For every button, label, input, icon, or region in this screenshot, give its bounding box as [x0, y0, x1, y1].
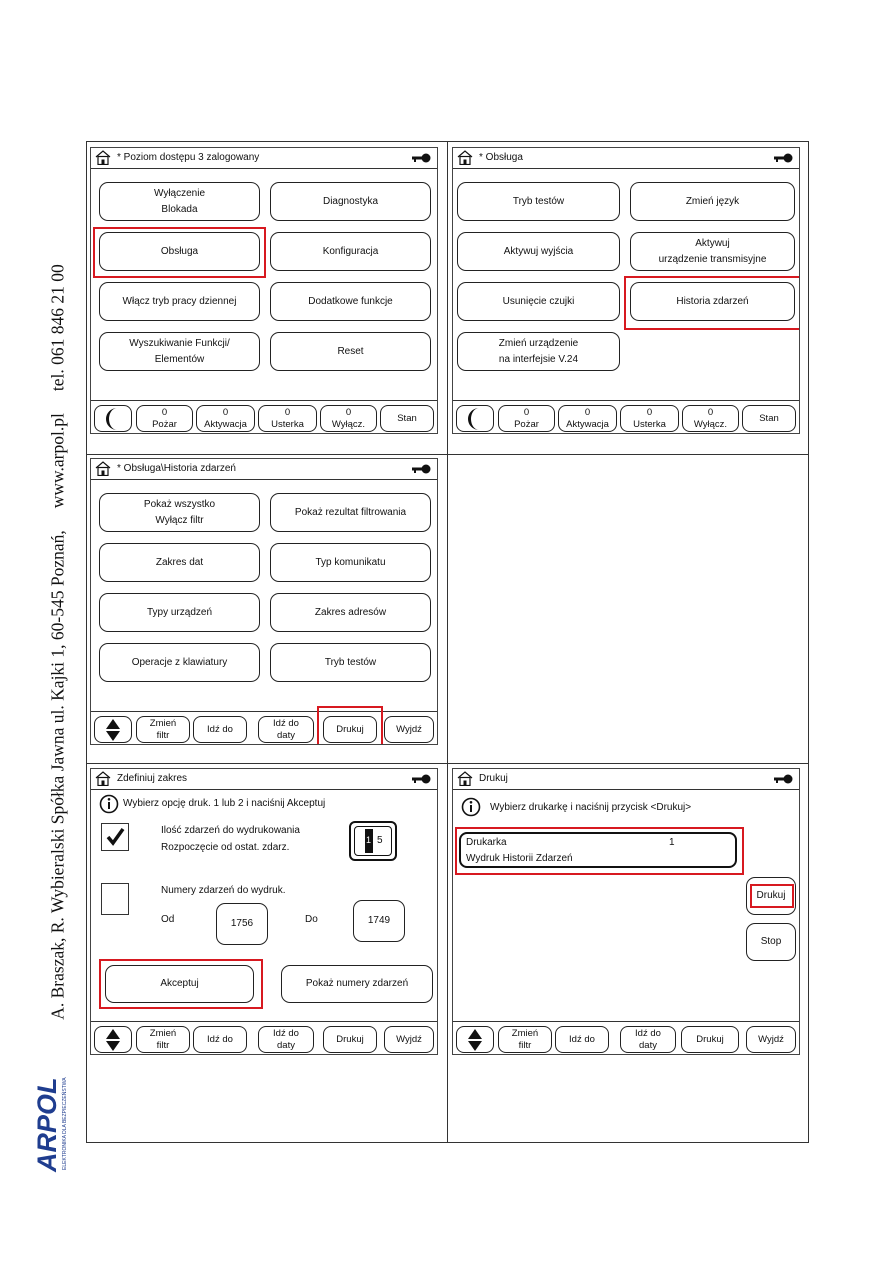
status-bar	[91, 400, 437, 434]
aktywacja-counter[interactable]: 0 Aktywacja	[558, 405, 617, 432]
wylaczenie-blokada-button[interactable]: Wyłączenie Blokada	[99, 182, 260, 221]
company-address: A. Braszak, R. Wybieralski Spółka Jawna ul. Kajki 1, 60-545 Poznań,	[47, 530, 68, 1020]
printer-job: Wydruk Historii Zdarzeń	[466, 853, 573, 864]
od-input[interactable]: 1756	[216, 903, 268, 945]
screen-title: * Obsługa\Historia zdarzeń	[117, 463, 236, 474]
screen-historia-zdarzen	[90, 458, 438, 745]
wylacz-counter[interactable]: 0 Wyłącz.	[682, 405, 739, 432]
night-mode-button[interactable]	[94, 405, 132, 432]
company-phone: tel. 061 846 21 00	[47, 264, 68, 392]
info-icon	[461, 797, 481, 817]
usterka-counter[interactable]: 0 Usterka	[620, 405, 679, 432]
zmien-filtr-button[interactable]: Zmień filtr	[498, 1026, 552, 1053]
drukuj-nav-button[interactable]: Drukuj	[681, 1026, 739, 1053]
zakres-adresow-button[interactable]: Zakres adresów	[270, 593, 431, 632]
zmien-filtr-button[interactable]: Zmień filtr	[136, 1026, 190, 1053]
screen-main-menu	[90, 147, 438, 434]
pozar-counter[interactable]: 0 Pożar	[498, 405, 555, 432]
typy-urzadzen-button[interactable]: Typy urządzeń	[99, 593, 260, 632]
option1-line2: Rozpoczęcie od ostat. zdarz.	[161, 842, 290, 853]
do-label: Do	[305, 914, 318, 925]
option1-line1: Ilość zdarzeń do wydrukowania	[161, 825, 300, 836]
highlight-drukuj	[750, 884, 794, 908]
pokaz-rezultat-button[interactable]: Pokaż rezultat filtrowania	[270, 493, 431, 532]
home-icon[interactable]	[95, 461, 111, 476]
highlight-historia	[624, 276, 800, 330]
highlight-obsluga	[93, 227, 266, 278]
drukuj-button[interactable]: Drukuj	[746, 877, 796, 915]
idz-do-button[interactable]: Idź do	[193, 1026, 247, 1053]
status-bar	[453, 400, 799, 434]
up-down-arrow-icon	[105, 1028, 121, 1052]
tryb-testow-button[interactable]: Tryb testów	[457, 182, 620, 221]
option1-checkbox[interactable]	[101, 823, 129, 851]
wyjdz-button[interactable]: Wyjdź	[746, 1026, 796, 1053]
do-input[interactable]: 1749	[353, 900, 405, 942]
home-icon[interactable]	[95, 150, 111, 165]
zmien-filtr-button[interactable]: Zmień filtr	[136, 716, 190, 743]
obsluga-button[interactable]: Obsługa	[99, 232, 260, 271]
usuniecie-czujki-button[interactable]: Usunięcie czujki	[457, 282, 620, 321]
idz-do-daty-button[interactable]: Idź do daty	[620, 1026, 676, 1053]
screen-title: Drukuj	[479, 773, 508, 784]
idz-do-button[interactable]: Idź do	[555, 1026, 609, 1053]
screen-title: * Obsługa	[479, 152, 523, 163]
navigation-bar	[453, 1021, 799, 1055]
drukuj-button[interactable]: Drukuj	[323, 716, 377, 743]
dodatkowe-funkcje-button[interactable]: Dodatkowe funkcje	[270, 282, 431, 321]
side-contact-text	[48, 242, 69, 1020]
info-icon	[99, 794, 119, 814]
highlight-akceptuj	[99, 959, 263, 1009]
key-icon	[411, 774, 431, 784]
logo-text: ARPOL	[32, 1077, 62, 1172]
operacje-klawiatury-button[interactable]: Operacje z klawiatury	[99, 643, 260, 682]
stan-button[interactable]: Stan	[742, 405, 796, 432]
wyszukiwanie-button[interactable]: Wyszukiwanie Funkcji/ Elementów	[99, 332, 260, 371]
screen-obsluga	[452, 147, 800, 434]
drukuj-button[interactable]: Drukuj	[323, 1026, 377, 1053]
typ-komunikatu-button[interactable]: Typ komunikatu	[270, 543, 431, 582]
key-icon	[411, 153, 431, 163]
moon-icon	[102, 407, 124, 431]
printer-label: Drukarka	[466, 837, 507, 848]
pokaz-wszystko-button[interactable]: Pokaż wszystko Wyłącz filtr	[99, 493, 260, 532]
zmien-urzadzenie-button[interactable]: Zmień urządzenie na interfejsie V.24	[457, 332, 620, 371]
highlight-printer	[455, 827, 744, 875]
wyjdz-button[interactable]: Wyjdź	[384, 1026, 434, 1053]
wylacz-counter[interactable]: 0 Wyłącz.	[320, 405, 377, 432]
aktywuj-wyjscia-button[interactable]: Aktywuj wyjścia	[457, 232, 620, 271]
arpol-logo	[26, 1064, 68, 1174]
diagnostyka-button[interactable]: Diagnostyka	[270, 182, 431, 221]
scroll-button[interactable]	[94, 1026, 132, 1053]
navigation-bar	[91, 711, 437, 745]
idz-do-button[interactable]: Idź do	[193, 716, 247, 743]
pozar-counter[interactable]: 0 Pożar	[136, 405, 193, 432]
up-down-arrow-icon	[467, 1028, 483, 1052]
tryb-dzienny-button[interactable]: Włącz tryb pracy dziennej	[99, 282, 260, 321]
home-icon[interactable]	[95, 771, 111, 786]
navigation-bar	[91, 1021, 437, 1055]
pokaz-numery-button[interactable]: Pokaż numery zdarzeń	[281, 965, 433, 1003]
count-input[interactable]	[349, 821, 397, 861]
screen-drukuj	[452, 768, 800, 1055]
option2-line1: Numery zdarzeń do wydruk.	[161, 885, 286, 896]
screen-zdefiniuj-zakres	[90, 768, 438, 1055]
stan-button[interactable]: Stan	[380, 405, 434, 432]
count-digit-1: 1	[366, 835, 372, 845]
zakres-dat-button[interactable]: Zakres dat	[99, 543, 260, 582]
company-web: www.arpol.pl	[47, 413, 68, 509]
screen-title: * Poziom dostępu 3 zalogowany	[117, 152, 260, 163]
akceptuj-button[interactable]: Akceptuj	[105, 965, 254, 1003]
zmien-jezyk-button[interactable]: Zmień język	[630, 182, 795, 221]
od-label: Od	[161, 914, 175, 925]
up-down-arrow-icon	[105, 718, 121, 742]
logo-tagline: ELEKTRONIKA DLA BEZPIECZEŃSTWA	[62, 1077, 68, 1170]
option2-checkbox[interactable]	[101, 883, 129, 915]
highlight-drukuj	[317, 706, 383, 745]
aktywacja-counter[interactable]: 0 Aktywacja	[196, 405, 255, 432]
moon-icon	[464, 407, 486, 431]
aktywuj-urzadzenie-button[interactable]: Aktywuj urządzenie transmisyjne	[630, 232, 795, 271]
home-icon[interactable]	[457, 771, 473, 786]
day-mode-button[interactable]	[456, 405, 494, 432]
key-icon	[773, 153, 793, 163]
checkmark-icon	[102, 824, 128, 850]
home-icon[interactable]	[457, 150, 473, 165]
tryb-testow-button[interactable]: Tryb testów	[270, 643, 431, 682]
printer-number: 1	[669, 837, 675, 848]
historia-zdarzen-button[interactable]: Historia zdarzeń	[630, 282, 795, 321]
idz-do-daty-button[interactable]: Idź do daty	[258, 1026, 314, 1053]
screens-grid	[86, 141, 809, 1143]
key-icon	[773, 774, 793, 784]
scroll-button[interactable]	[456, 1026, 494, 1053]
scroll-button[interactable]	[94, 716, 132, 743]
wyjdz-button[interactable]: Wyjdź	[384, 716, 434, 743]
key-icon	[411, 464, 431, 474]
info-text: Wybierz opcję druk. 1 lub 2 i naciśnij Akceptuj	[123, 798, 326, 809]
screen-title: Zdefiniuj zakres	[117, 773, 188, 784]
reset-button[interactable]: Reset	[270, 332, 431, 371]
stop-button[interactable]: Stop	[746, 923, 796, 961]
idz-do-daty-button[interactable]: Idź do daty	[258, 716, 314, 743]
count-digit-2: 5	[377, 835, 383, 846]
konfiguracja-button[interactable]: Konfiguracja	[270, 232, 431, 271]
usterka-counter[interactable]: 0 Usterka	[258, 405, 317, 432]
info-text: Wybierz drukarkę i naciśnij przycisk <Drukuj>	[490, 802, 692, 813]
